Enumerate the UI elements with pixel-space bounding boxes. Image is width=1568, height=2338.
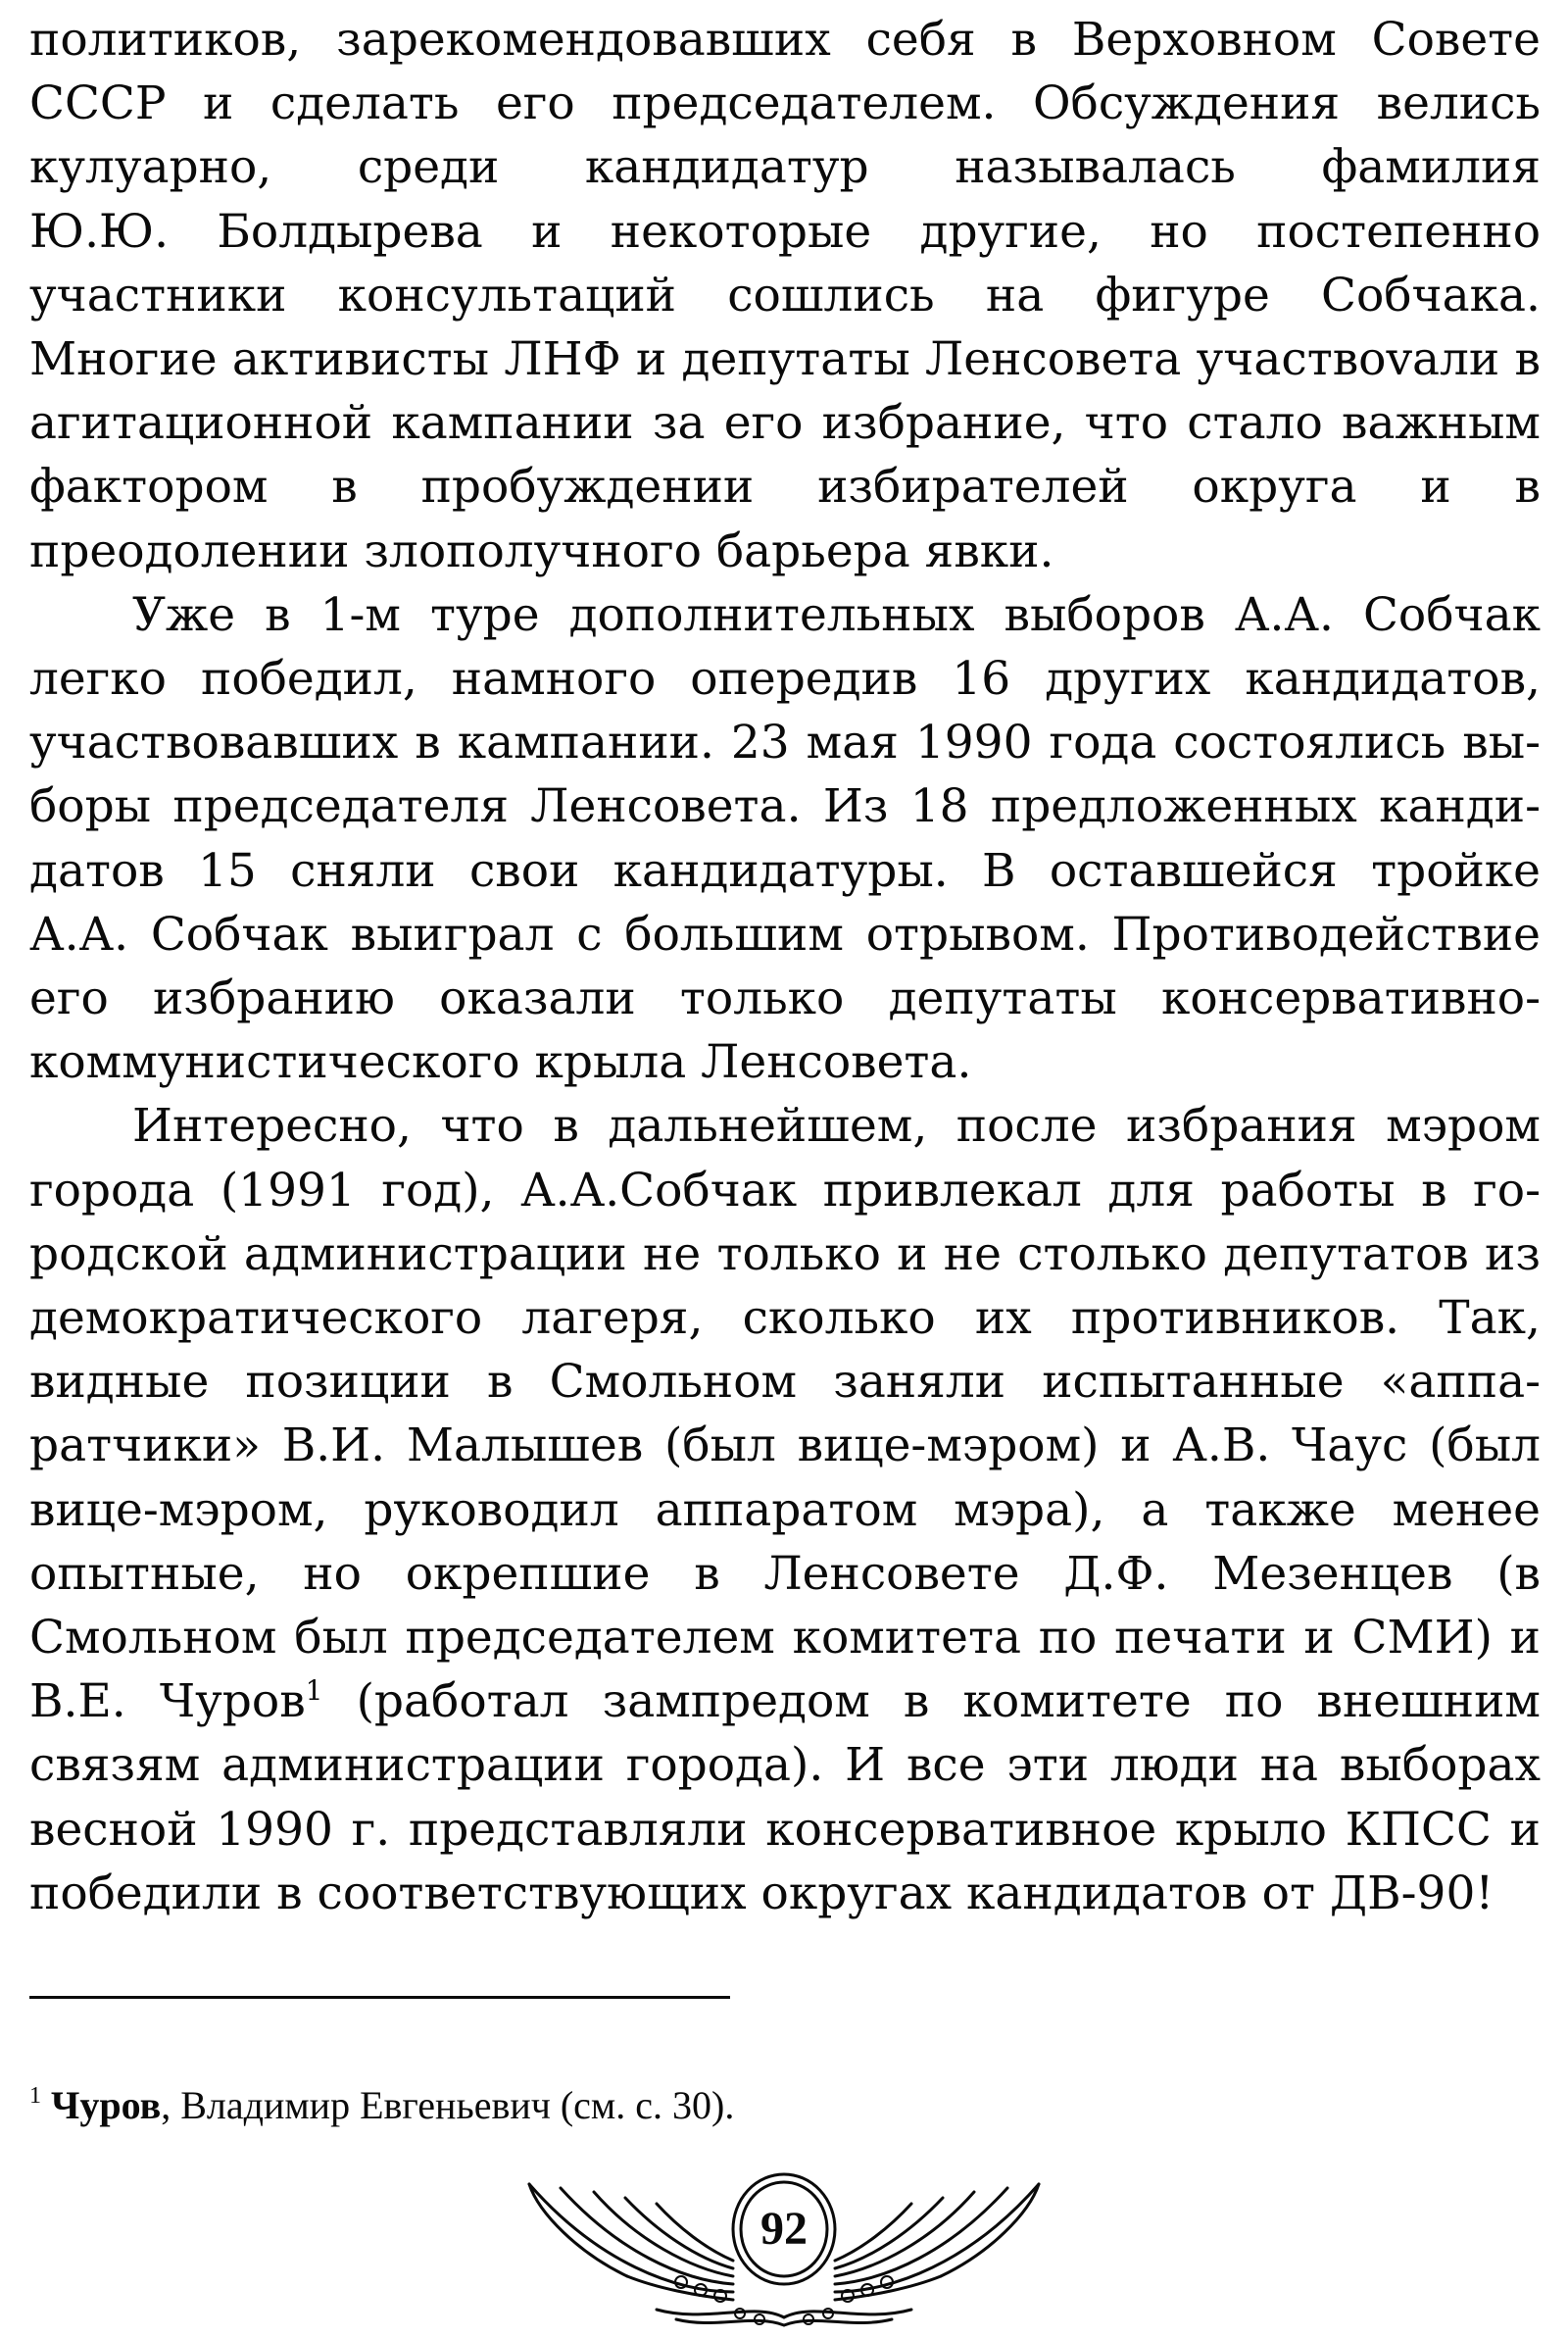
page-body [29,8,1541,1925]
footnote-name: Чуров [51,2083,162,2127]
paragraph-3 [29,1094,1541,1925]
page-number: 92 [760,2203,808,2255]
footnote-divider [29,1996,730,1999]
paragraph-3-text-after-ref: (работал зампредом в комитете по внешним связям администрации города). И все эти люди на выборах весной 1990 г. представляли консервативное крыло КПСС и победили в соответствующих округах кандидатов от ДВ-90! [29,1674,1541,1920]
footnote-text: , Владимир Евгеньевич (см. с. 30). [161,2083,735,2127]
footnote-reference: 1 [305,1674,323,1708]
footnote [29,2082,1499,2129]
footnote-marker: 1 [29,2083,41,2109]
paragraph-1: политиков, зарекомендовавших себя в Верховном Совете СССР и сделать его председателем. Обсуждения велись кулуарно, среди кандидатур называлась фамилия Ю.Ю. Болдырева и некоторые другие, но постепенно участники консультаций сошлись на фигуре Собчака. Многие активисты ЛНФ и депутаты Ленсовета участвоvали в агитационной кампании за его избрание, что стало важным фактором в пробуждении избирателей округа и в преодолении злополучного барьера явки. [29,13,1541,578]
paragraph-2: Уже в 1-м туре дополнительных выборов А.А. Собчак легко победил, намного опередив 16 других кандидатов, участвовавших в кампании. 23 мая 1990 года состоялись выборы председателя Ленсовета. Из 18 предложенных кандидатов 15 сняли свои кандидатуры. В оставшейся тройке А.А. Собчак выиграл с большим отрывом. Противодействие его избранию оказали только депутаты консервативно-коммунистического крыла Ленсовета. [29,587,1541,1090]
paragraph-3-text-before-ref: Интересно, что в дальнейшем, после избрания мэром города (1991 год), А.А.Собчак привлекал для работы в городской администрации не только и не столько депутатов из демократического лагеря, сколько их противников. Так, видные позиции в Смольном заняли испытанные «аппаратчики» В.И. Малышев (был вице-мэром) и А.В. Чаус (был вице-мэром, руководил аппаратом мэра), а также менее опытные, но окрепшие в Ленсовете Д.Ф. Мезенцев (в Смольном был председателем комитета по печати и СМИ) и В.Е. Чуров [29,1099,1541,1729]
